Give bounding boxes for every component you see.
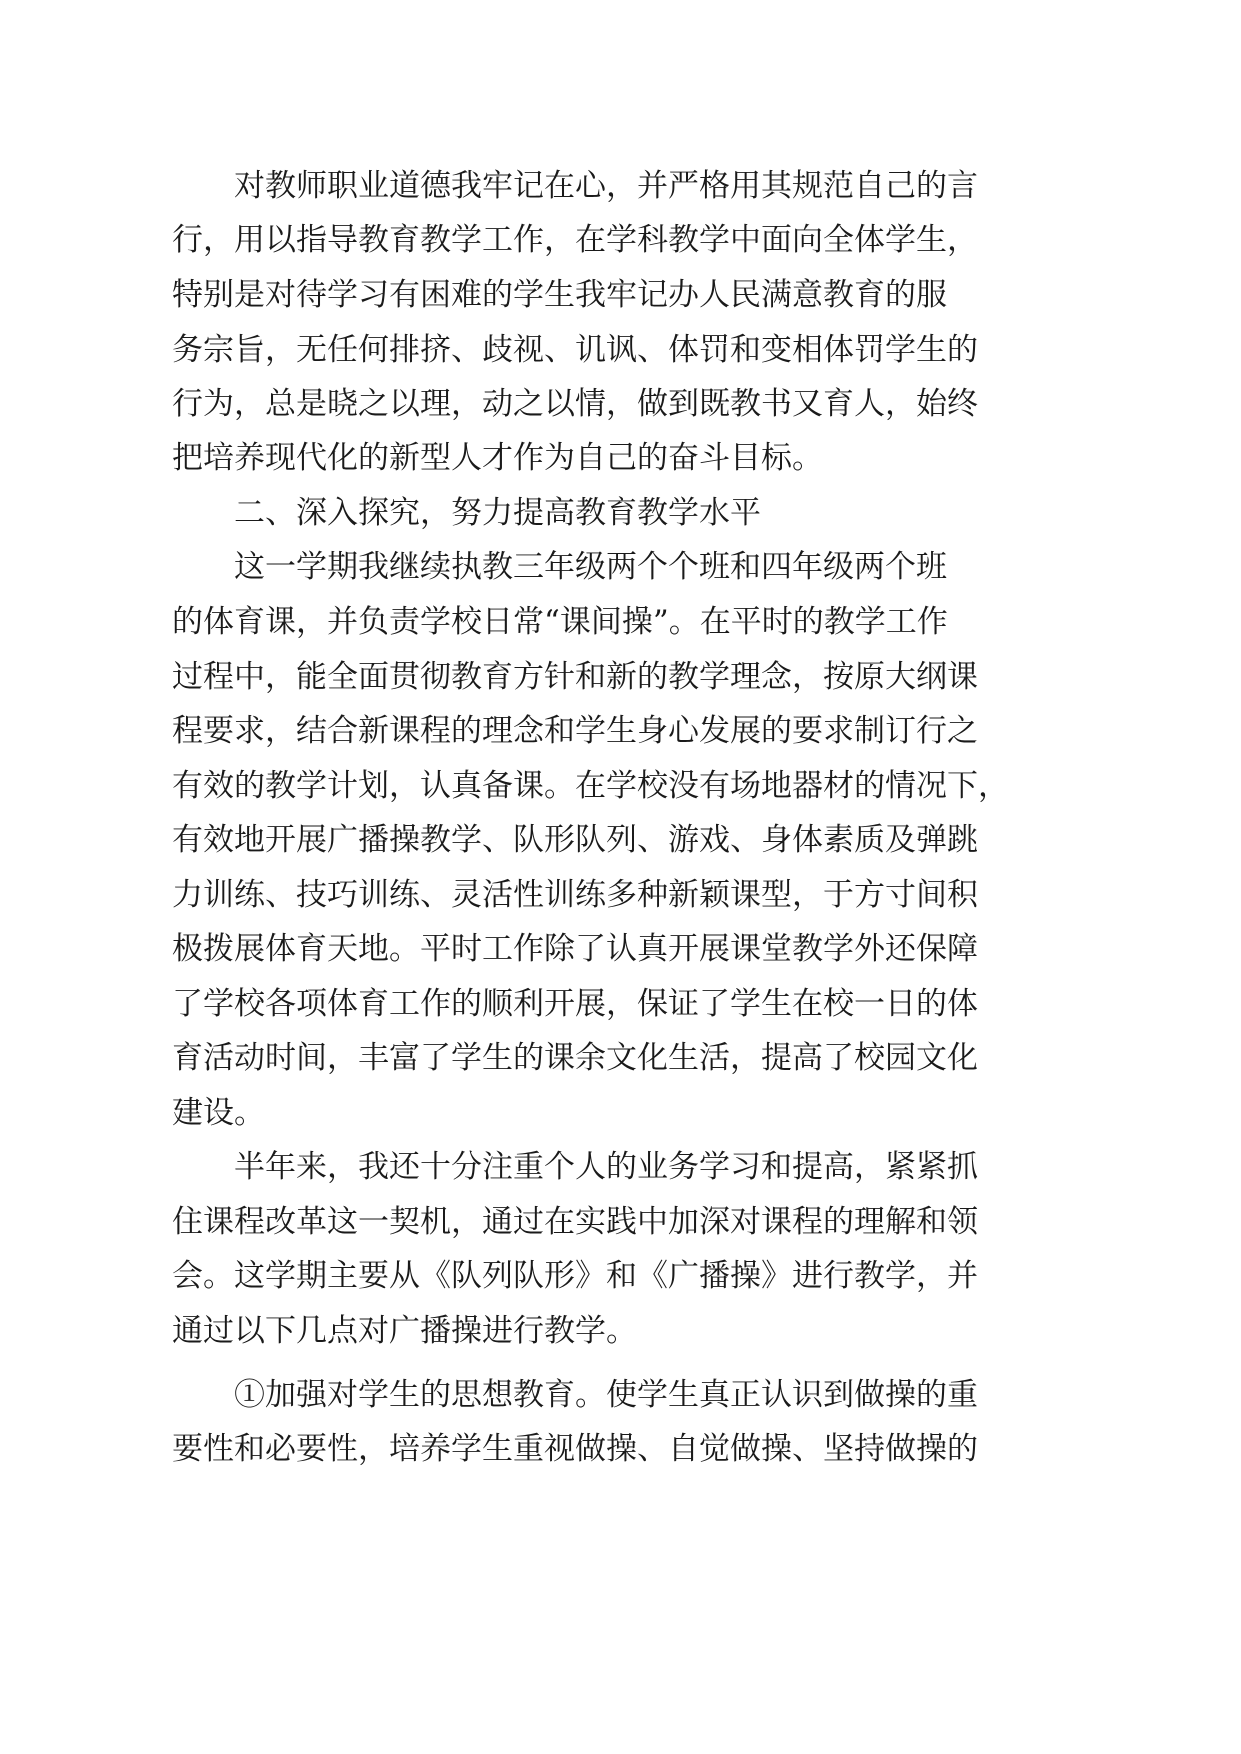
- paragraph-line: 半年来，我还十分注重个人的业务学习和提高，紧紧抓: [234, 1149, 978, 1185]
- paragraph-line: 特别是对待学习有困难的学生我牢记办人民满意教育的服: [172, 277, 947, 313]
- paragraph-line: 了学校各项体育工作的顺利开展，保证了学生在校一日的体: [172, 986, 978, 1022]
- paragraph-line: ①加强对学生的思想教育。使学生真正认识到做操的重: [234, 1377, 978, 1413]
- paragraph-line: 这一学期我继续执教三年级两个个班和四年级两个班: [234, 549, 947, 585]
- paragraph-line: 会。这学期主要从《队列队形》和《广播操》进行教学，并: [172, 1258, 978, 1294]
- paragraph-line: 住课程改革这一契机，通过在实践中加深对课程的理解和领: [172, 1204, 978, 1240]
- paragraph-line: 行为，总是晓之以理，动之以情，做到既教书又育人，始终: [172, 386, 978, 422]
- paragraph-line: 程要求，结合新课程的理念和学生身心发展的要求制订行之: [172, 713, 978, 749]
- paragraph-line: 力训练、技巧训练、灵活性训练多种新颖课型，于方寸间积: [172, 877, 978, 913]
- paragraph-line: 育活动时间，丰富了学生的课余文化生活，提高了校园文化: [172, 1040, 978, 1076]
- paragraph-line: 要性和必要性，培养学生重视做操、自觉做操、坚持做操的: [172, 1431, 978, 1467]
- section-heading: 二、深入探究，努力提高教育教学水平: [234, 495, 761, 531]
- paragraph-line: 建设。: [172, 1095, 265, 1131]
- paragraph-line: 务宗旨，无任何排挤、歧视、讥讽、体罚和变相体罚学生的: [172, 332, 978, 368]
- paragraph-line: 行，用以指导教育教学工作，在学科教学中面向全体学生，: [172, 222, 978, 258]
- paragraph-line: 的体育课，并负责学校日常“课间操”。在平时的教学工作: [172, 604, 948, 640]
- paragraph-line: 通过以下几点对广播操进行教学。: [172, 1313, 637, 1349]
- paragraph-line: 把培养现代化的新型人才作为自己的奋斗目标。: [172, 440, 823, 476]
- paragraph-line: 有效地开展广播操教学、队形队列、游戏、身体素质及弹跳: [172, 822, 978, 858]
- paragraph-line: 极拨展体育天地。平时工作除了认真开展课堂教学外还保障: [172, 931, 978, 967]
- paragraph-line: 有效的教学计划，认真备课。在学校没有场地器材的情况下，: [172, 768, 1009, 804]
- paragraph-line: 过程中，能全面贯彻教育方针和新的教学理念，按原大纲课: [172, 659, 978, 695]
- paragraph-line: 对教师职业道德我牢记在心，并严格用其规范自己的言: [234, 168, 978, 204]
